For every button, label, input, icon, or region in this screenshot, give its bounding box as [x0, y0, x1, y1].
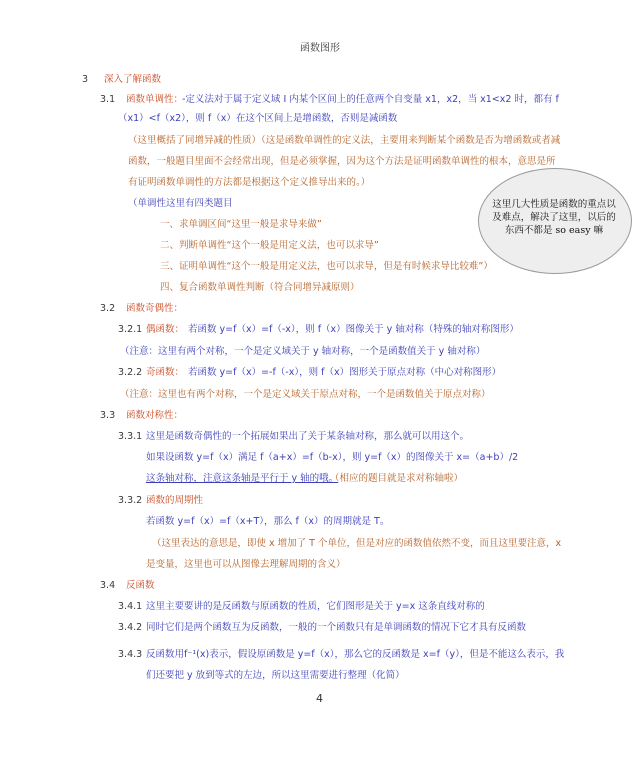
- even-function-definition: 若函数 y=f（x）=f（-x），则 f（x）图像关于 y 轴对称（特殊的轴对称图形）: [188, 324, 519, 335]
- symmetry-line-3-underlined: 这条轴对称，注意这条轴是平行于 y 轴的哦。: [146, 473, 339, 484]
- monotonicity-types-title: （单调性这里有四类题目: [128, 198, 233, 209]
- page-title: 函数图形: [300, 43, 340, 54]
- monotonicity-type-4: 四、复合函数单调性判断（符合同增异减原则）: [160, 282, 360, 293]
- item-number-3-3-2: 3.3.2: [118, 495, 143, 506]
- monotonicity-type-3: 三、证明单调性“这个一般是用定义法，也可以求导，但是有时候求导比较难”）: [160, 261, 493, 272]
- item-number-3-4-2: 3.4.2: [118, 622, 143, 633]
- inverse-function-point-1: 这里主要要讲的是反函数与原函数的性质，它们图形是关于 y=x 这条直线对称的: [146, 601, 485, 612]
- odd-function-note: （注意：这里也有两个对称，一个是定义域关于原点对称，一个是函数值关于原点对称）: [120, 389, 491, 400]
- monotonicity-note-line-3: 有证明函数单调性的方法都是根据这个定义推导出来的。）: [128, 177, 371, 188]
- inverse-function-point-3-line-2: 们还要把 y 放到等式的左边，所以这里需要进行整理（化简）: [146, 670, 405, 681]
- symmetry-line-1: 这里是函数奇偶性的一个拓展如果出了关于某条轴对称，那么就可以用这个。: [146, 431, 470, 442]
- callout-bubble-text: 这里几大性质是函数的重点以及难点，解决了这里，以后的东西不都是 so easy 嘛: [492, 199, 616, 236]
- monotonicity-note-line-2: 函数，一般题目里面不会经常出现，但是必须掌握，因为这个方法是证明函数单调性的根本，意思是所: [128, 156, 556, 167]
- symmetry-heading: 函数对称性：: [126, 410, 184, 421]
- item-number-3-2-1: 3.2.1: [118, 324, 143, 335]
- item-number-3-4-1: 3.4.1: [118, 601, 143, 612]
- periodicity-definition: 若函数 y=f（x）=f（x+T），那么 f（x）的周期就是 T。: [146, 516, 390, 527]
- subsection-number-3-1: 3.1: [100, 94, 116, 105]
- even-function-heading: 偶函数：: [146, 324, 185, 335]
- section-title: 深入了解函数: [104, 74, 162, 85]
- item-number-3-3-1: 3.3.1: [118, 431, 143, 442]
- item-number-3-4-3: 3.4.3: [118, 649, 143, 660]
- monotonicity-definition-line-2: （x1）<f（x2），则 f（x）在这个区间上是增函数，否则是减函数: [118, 113, 398, 124]
- monotonicity-heading: 函数单调性：: [126, 94, 184, 105]
- periodicity-note-line-1: （这里表达的意思是，即使 x 增加了 T 个单位，但是对应的函数值依然不变，而且这里要注意，x: [152, 538, 562, 549]
- monotonicity-note-line-1: （这里概括了同增异减的性质）（这是函数单调性的定义法，主要用来判断某个函数是否为增函数或者减: [128, 135, 561, 146]
- section-number: 3: [82, 74, 89, 85]
- subsection-number-3-4: 3.4: [100, 580, 116, 591]
- parity-heading: 函数奇偶性：: [126, 303, 184, 314]
- page-number: 4: [316, 692, 323, 705]
- inverse-function-point-2: 同时它们是两个函数互为反函数，一般的一个函数只有是单调函数的情况下它才具有反函数: [146, 622, 527, 633]
- periodicity-note-line-2: 是变量，这里也可以从图像去理解周期的含义）: [146, 559, 346, 570]
- symmetry-line-2: 如果设函数 y=f（x）满足 f（a+x）=f（b-x），则 y=f（x）的图像关于 x=（a+b）/2: [146, 452, 519, 463]
- odd-function-heading: 奇函数：: [146, 367, 185, 378]
- subsection-number-3-2: 3.2: [100, 303, 116, 314]
- subsection-number-3-3: 3.3: [100, 410, 116, 421]
- inverse-function-heading: 反函数: [126, 580, 155, 591]
- periodicity-heading: 函数的周期性: [146, 495, 204, 506]
- odd-function-definition: 若函数 y=f（x）=-f（-x），则 f（x）图形关于原点对称（中心对称图形）: [188, 367, 502, 378]
- even-function-note: （注意：这里有两个对称，一个是定义域关于 y 轴对称，一个是函数值关于 y 轴对称）: [120, 346, 486, 357]
- monotonicity-type-2: 二、判断单调性“这个一般是用定义法，也可以求导”: [160, 240, 379, 251]
- symmetry-line-3-remark: （相应的题目就是求对称轴啦）: [330, 473, 464, 484]
- monotonicity-definition-line-1: -定义法对于属于定义域 I 内某个区间上的任意两个自变量 x1，x2，当 x1<x2 时，都有 f: [182, 94, 559, 105]
- inverse-function-point-3-line-1: 反函数用f⁻¹(x)表示，假设原函数是 y=f（x），那么它的反函数是 x=f（y），但是不能这么表示，我: [146, 649, 565, 660]
- item-number-3-2-2: 3.2.2: [118, 367, 143, 378]
- monotonicity-type-1: 一、求单调区间“这里一般是求导来做”: [160, 219, 322, 230]
